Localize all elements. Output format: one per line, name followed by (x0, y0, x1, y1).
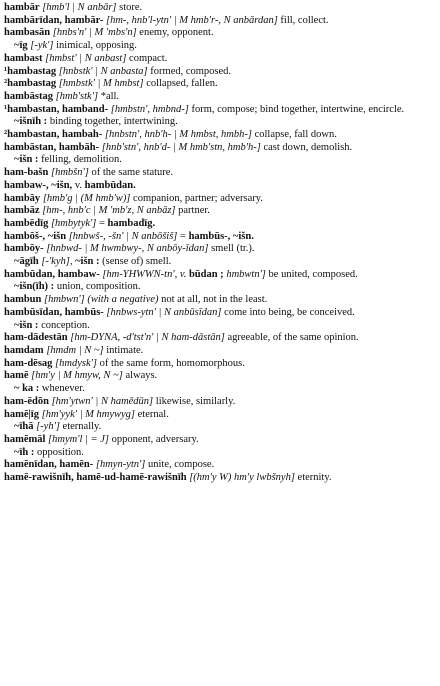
transcription: [hmbšn'] (50, 167, 89, 179)
sub-entry (4, 154, 434, 167)
transcription: [hnbws-ytn' | N anbūsīdan] (106, 306, 222, 318)
dictionary-entry (4, 459, 434, 472)
headword: ²hambastan, hambah- (4, 129, 103, 141)
gloss: not at all, not in the least. (158, 294, 268, 306)
headword: hambūsīdan, hambūs- (4, 306, 104, 318)
entry-list (4, 2, 434, 485)
transcription: [hmbytyk'] (50, 217, 97, 229)
headword: hamēmāl (4, 433, 46, 445)
transcription: [hnbstn', hnb'h- | M hmbst, hmbh-] (104, 129, 252, 141)
gloss: form, compose; bind together, intertwine, encircle. (188, 103, 405, 115)
dictionary-entry (4, 269, 434, 282)
gloss: come into being, be conceived. (221, 306, 355, 318)
dictionary-entry (4, 91, 434, 104)
gloss: likewise, similarly. (153, 395, 236, 407)
cross-reference: hambadīg. (107, 217, 156, 229)
headword: ~ ka : (14, 383, 40, 395)
headword: hambūdan, hambaw- (4, 268, 100, 280)
gloss: enemy, opponent. (136, 27, 214, 39)
headword: hambast (4, 52, 43, 64)
cross-reference: ~išn : (75, 256, 100, 268)
dictionary-entry (4, 193, 434, 206)
headword: ~īg (14, 40, 28, 52)
gloss: companion, partner; adversary. (130, 192, 263, 204)
headword: ham-bašn (4, 167, 49, 179)
headword: hambāstan, hambāh- (4, 141, 100, 153)
transcription: [hmbwn'] (with a negative) (43, 294, 159, 306)
transcription: hmbwtn'] (223, 268, 266, 280)
transcription: [hmdysk'] (55, 357, 97, 369)
dictionary-entry (4, 27, 434, 40)
transcription: [hm-, hnb'l-ytn' | M hmb'r-, N anbārdan] (106, 14, 278, 26)
transcription: [hm'y | M hmyw, N ~] (31, 370, 123, 382)
gloss: felling, demolition. (41, 154, 122, 166)
transcription: [-'kyh], (41, 256, 73, 268)
dictionary-entry (4, 332, 434, 345)
headword: hambār (4, 2, 40, 13)
gloss: smell (tr.). (208, 243, 255, 255)
dictionary-entry (4, 345, 434, 358)
gloss: compact. (126, 52, 168, 64)
transcription: [hmyn-ytn'] (95, 459, 146, 471)
gloss: of the same stature. (88, 167, 174, 179)
headword: hamē-rawišnīh, hamē-ud-hamē-rawišnīh (4, 472, 187, 484)
sub-entry (4, 116, 434, 129)
headword: ¹hambastan, hamband- (4, 103, 109, 115)
transcription: [hmdm | N ~] (46, 344, 104, 356)
transcription: [hmym'l | = J] (48, 433, 109, 445)
dictionary-entry (4, 231, 434, 244)
gloss: = (177, 230, 189, 242)
headword: hambārīdan, hambār- (4, 14, 104, 26)
cross-reference: hambūdan. (84, 179, 136, 191)
gloss: eternity. (294, 472, 332, 484)
headword: hambaw-, ~išn, (4, 179, 73, 191)
cross-reference: hambūs-, ~išn. (188, 230, 254, 242)
dictionary-entry (4, 218, 434, 231)
gloss: intimate. (103, 344, 144, 356)
cross-reference: būdan ; (188, 268, 224, 280)
dictionary-entry (4, 409, 434, 422)
dictionary-entry (4, 2, 434, 15)
dictionary-entry (4, 307, 434, 320)
headword: hamē|īg (4, 408, 39, 420)
transcription: [hmbst' | N anbast] (45, 52, 127, 64)
sub-entry (4, 320, 434, 333)
dictionary-entry (4, 472, 434, 485)
headword: hambāz (4, 205, 40, 217)
dictionary-entry (4, 142, 434, 155)
headword: hamē (4, 370, 29, 382)
sub-entry (4, 383, 434, 396)
transcription: [hnb'stn', hnb'd- | M hmb'stn, hmb'h-] (101, 141, 261, 153)
dictionary-entry (4, 358, 434, 371)
dictionary-entry (4, 66, 434, 79)
dictionary-entry (4, 78, 434, 91)
gloss: formed, composed. (147, 65, 232, 77)
transcription: [hnbs'n' | M 'mbs'n] (52, 27, 137, 39)
transcription: [hm'ytwn' | N hamēdūn] (51, 395, 154, 407)
sub-entry (4, 281, 434, 294)
gloss: *all. (98, 90, 120, 102)
transcription: [hnbwš-, -šn' | N anbōšiš] (68, 230, 178, 242)
transcription: [hmb'stk'] (55, 90, 99, 102)
transcription: [hm-DYNA, -d'tst'n' | N ham-dāstān] (70, 332, 225, 344)
dictionary-entry (4, 370, 434, 383)
transcription: [hnbwd- | M hwmbwy-, N anbōy-īdan] (46, 243, 209, 255)
headword: ~āgīh (14, 256, 39, 268)
headword: hambēdīg (4, 217, 49, 229)
sub-entry (4, 421, 434, 434)
headword: ~išn : (14, 319, 39, 331)
gloss: opposition. (36, 446, 84, 458)
dictionary-entry (4, 180, 434, 193)
gloss: union, composition. (56, 281, 141, 293)
sub-entry (4, 256, 434, 269)
gloss: fill, collect. (277, 14, 329, 26)
sub-entry (4, 447, 434, 460)
gloss: inimical, opposing. (53, 40, 137, 52)
headword: ~išnīh : (14, 116, 48, 128)
gloss: conception. (41, 319, 90, 331)
dictionary-entry (4, 434, 434, 447)
headword: ~īh : (14, 446, 35, 458)
transcription: [hmbstn', hmbnd-] (110, 103, 189, 115)
headword: hambōš-, ~išn (4, 230, 67, 242)
dictionary-entry (4, 243, 434, 256)
transcription: [hm-YHWWN-tn', v. (102, 268, 187, 280)
transcription: [hm-, hnb'c | M 'mb'z, N anbāz] (42, 205, 176, 217)
headword: hambun (4, 294, 42, 306)
headword: ham-dādestān (4, 332, 68, 344)
headword: ~īhā (14, 421, 34, 433)
sub-entry (4, 40, 434, 53)
headword: hamdam (4, 344, 44, 356)
gloss: cast down, demolish. (260, 141, 353, 153)
gloss: collapsed, fallen. (143, 78, 218, 90)
gloss: unite, compose. (145, 459, 215, 471)
gloss: binding together, intertwining. (49, 116, 178, 128)
headword: hambōy- (4, 243, 44, 255)
transcription: [-yk'] (30, 40, 54, 52)
transcription: [-yh'] (36, 421, 60, 433)
gloss: = (96, 217, 108, 229)
transcription: [hmbstk' | M hmbst] (58, 78, 144, 90)
dictionary-entry (4, 15, 434, 28)
headword: ham-ēdōn (4, 395, 49, 407)
headword: ham-dēsag (4, 357, 53, 369)
dictionary-entry (4, 167, 434, 180)
transcription: [hm'yyk' | M hmywyg] (41, 408, 136, 420)
gloss: whenever. (41, 383, 85, 395)
gloss: always. (122, 370, 158, 382)
gloss: partner. (175, 205, 210, 217)
gloss: eternal. (135, 408, 169, 420)
headword: hambasān (4, 27, 51, 39)
dictionary-entry (4, 53, 434, 66)
gloss: store. (116, 2, 143, 13)
dictionary-entry (4, 104, 434, 117)
headword: ²hambastag (4, 78, 57, 90)
gloss: (sense of) smell. (99, 256, 172, 268)
headword: ~išn : (14, 154, 39, 166)
transcription: [hmb'g | (M hmb'w)] (42, 192, 131, 204)
dictionary-entry (4, 129, 434, 142)
headword: ~išn(īh) : (14, 281, 55, 293)
gloss: collapse, fall down. (251, 129, 337, 141)
gloss: opponent, adversary. (108, 433, 199, 445)
gloss: v. (74, 179, 85, 191)
transcription: [(hm'y W) hm'y lwbšnyh] (189, 472, 295, 484)
gloss: eternally. (59, 421, 102, 433)
headword: ¹hambastag (4, 65, 57, 77)
transcription: [hnbstk' | N anbasta] (58, 65, 148, 77)
headword: hambāy (4, 192, 41, 204)
gloss: be united, composed. (265, 268, 358, 280)
transcription: [hmb'l | N anbār] (42, 2, 117, 13)
gloss: agreeable, of the same opinion. (224, 332, 359, 344)
headword: hamēnīdan, hamēn- (4, 459, 94, 471)
headword: hambāstag (4, 90, 54, 102)
dictionary-entry (4, 205, 434, 218)
dictionary-entry (4, 294, 434, 307)
gloss: of the same form, homomorphous. (96, 357, 245, 369)
dictionary-entry (4, 396, 434, 409)
